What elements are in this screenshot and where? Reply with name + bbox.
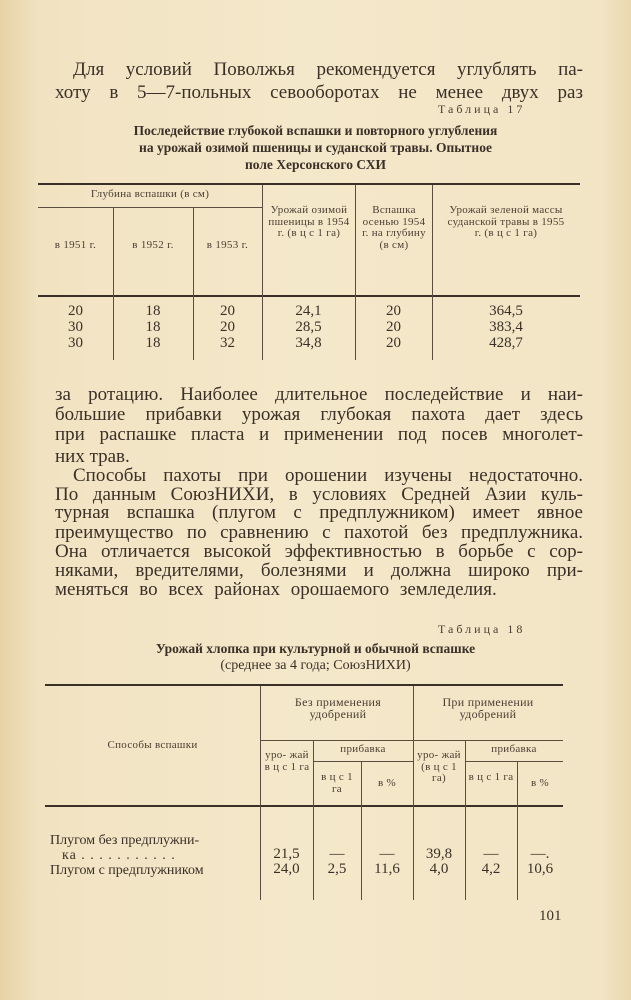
divider (313, 761, 413, 762)
column-header: в 1953 г. (206, 239, 249, 251)
column-header: в ц с 1 га (321, 771, 353, 795)
table-cell: 28,5 (295, 319, 322, 335)
text-line: меняться во всех районах орошаемого земледелия. (55, 579, 497, 600)
text-line: хоту в 5—7-польных севооборотах не менее двух раз (55, 82, 583, 103)
table-cell: 20 (68, 303, 83, 319)
table-cell: 10,6 (526, 861, 554, 877)
table-cell: 30 (68, 319, 83, 335)
table-cell: 24,0 (273, 861, 300, 877)
column-header: в % (530, 777, 549, 789)
table-cell: — (329, 846, 345, 862)
table-17-label: Таблица 17 (438, 102, 526, 116)
table-cell: 34,8 (295, 335, 322, 351)
group-header: При применении удобрений (442, 695, 534, 721)
title-line: Урожай хлопка при культурной и обычной вспашке (155, 641, 476, 656)
group-header: Глубина вспашки (в см) (90, 188, 210, 200)
top-rule (38, 183, 580, 185)
divider (465, 761, 563, 762)
table-cell: — (483, 846, 499, 862)
table-cell: 21,5 (273, 846, 300, 862)
column-header: Урожай озимой пшеницы в 1954 г. (в ц с 1 га) (268, 204, 350, 239)
text-line: няками, вредителями, болезнями и должна широко при- (55, 560, 583, 581)
title-line: Последействие глубокой вспашки и повторного углубления (133, 123, 498, 138)
page-number: 101 (539, 908, 562, 924)
table-cell: 32 (220, 335, 235, 351)
table-cell: 20 (220, 303, 235, 319)
text-line: Она отличается высокой эффективностью в борьбе с сор- (55, 541, 583, 562)
top-rule (45, 684, 563, 686)
row-method-continuation: ка . . . . . . . . . . . (62, 848, 176, 863)
divider (38, 207, 262, 208)
title-line: поле Херсонского СХИ (245, 157, 386, 172)
column-header: в % (377, 777, 396, 789)
table-cell: 20 (220, 319, 235, 335)
table-cell: 4,0 (429, 861, 449, 877)
table-cell: 383,4 (489, 319, 523, 335)
table-cell: 30 (68, 335, 83, 351)
column-header: уро- жай (в ц с 1 га) (417, 749, 461, 784)
table-cell: 4,2 (481, 861, 501, 877)
text-line: за ротацию. Наиболее длительное последействие и наи- (55, 384, 583, 405)
text-line: турная вспашка (плугом с предплужником) имеет явное (55, 502, 583, 523)
column-header: прибавка (491, 743, 537, 755)
table-cell: 428,7 (489, 335, 523, 351)
text-line: при распашке пласта и применении под посев многолет- (55, 424, 583, 445)
table-cell: — (379, 846, 395, 862)
title-line: на урожай озимой пшеницы и суданской травы. Опытное (139, 140, 492, 155)
column-header: прибавка (340, 743, 386, 755)
row-method: Плугом без предплужни- (50, 833, 200, 848)
group-header: Без применения удобрений (294, 695, 382, 721)
column-header: Способы вспашки (107, 739, 198, 751)
table-cell: 2,5 (327, 861, 347, 877)
divider (260, 740, 563, 741)
column-header: в 1952 г. (132, 239, 174, 251)
text-line: преимущество по сравнению с пахотой без предплужника. (55, 522, 583, 543)
text-line: большие прибавки урожая глубокая пахота дает здесь (55, 404, 583, 425)
table-cell: 39,8 (425, 846, 453, 862)
text-line: Для условий Поволжья рекомендуется углублять па- (73, 59, 583, 80)
column-header: уро- жай в ц с 1 га (264, 749, 310, 773)
subtitle-line: (среднее за 4 года; СоюзНИХИ) (220, 658, 411, 673)
column-header: Вспашка осенью 1954 г. на глубину (в см) (362, 204, 426, 251)
text-line: Способы пахоты при орошении изучены недостаточно. (73, 465, 583, 486)
column-header: в ц с 1 га (468, 771, 514, 783)
table-18-title (20, 640, 611, 674)
header-rule (45, 805, 563, 807)
text-line: них трав. (55, 446, 130, 467)
header-rule (38, 295, 580, 297)
table-cell: 20 (386, 303, 401, 319)
table-cell: —. (530, 846, 550, 862)
table-18-label: Таблица 18 (438, 622, 526, 636)
table-cell: 24,1 (295, 303, 322, 319)
column-header: Урожай зеленой массы суданской травы в 1955 г. (в ц с 1 га) (447, 204, 565, 239)
table-cell: 20 (386, 319, 401, 335)
table-cell: 18 (145, 335, 161, 351)
table-cell: 18 (145, 319, 161, 335)
table-cell: 11,6 (374, 861, 400, 877)
table-cell: 18 (145, 303, 161, 319)
text-line: По данным СоюзНИХИ, в условиях Средней Азии куль- (55, 484, 583, 505)
row-method: Плугом с предплужником (50, 863, 204, 878)
table-cell: 364,5 (489, 303, 523, 319)
table-17-title (20, 122, 611, 173)
column-header: в 1951 г. (54, 239, 97, 251)
table-cell: 20 (386, 335, 401, 351)
